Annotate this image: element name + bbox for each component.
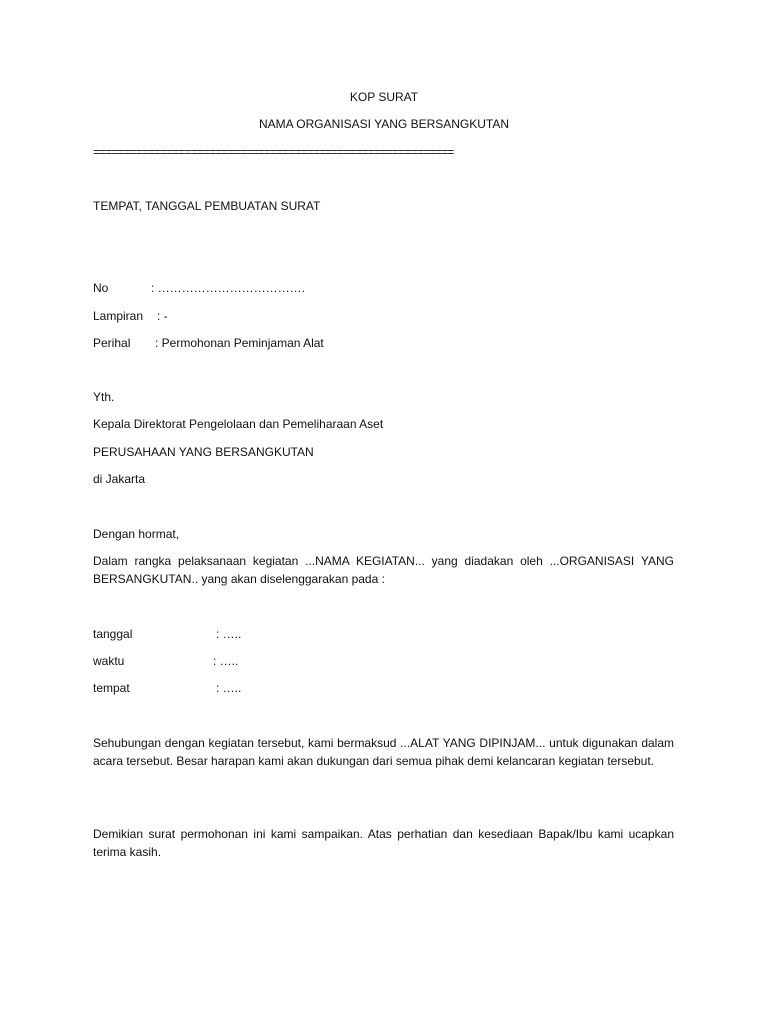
- header-divider: ===========================================================: [93, 145, 454, 159]
- meta-no-value: : ……………………………….: [151, 281, 306, 295]
- event-place-value: : …..: [216, 681, 242, 695]
- paragraph-closing: Demikian surat permohonan ini kami sampaikan. Atas perhatian dan kesediaan Bapak/Ibu kami ucapkan terima kasih.: [93, 827, 674, 859]
- recipient-title: Kepala Direktorat Pengelolaan dan Pemeliharaan Aset: [93, 417, 384, 431]
- meta-no-label: No: [93, 281, 109, 295]
- meta-perihal-label: Perihal: [93, 336, 131, 350]
- meta-lampiran-value: : -: [157, 309, 168, 323]
- organization-name: NAMA ORGANISASI YANG BERSANGKUTAN: [258, 117, 510, 131]
- paragraph-request: Sehubungan dengan kegiatan tersebut, kami bermaksud ...ALAT YANG DIPINJAM... untuk digunakan dalam acara tersebut. Besar harapan kami akan dukungan dari semua pihak demi kelancaran kegiatan tersebut.: [93, 736, 674, 768]
- letterhead-title: KOP SURAT: [349, 90, 419, 104]
- paragraph-intro: Dalam rangka pelaksanaan kegiatan ...NAMA KEGIATAN... yang diadakan oleh ...ORGANISASI YANG BERSANGKUTAN.. yang akan diselenggarakan pada :: [93, 554, 674, 586]
- meta-lampiran-label: Lampiran: [93, 309, 144, 323]
- event-date-label: tanggal: [93, 627, 133, 641]
- event-place-label: tempat: [93, 681, 130, 695]
- meta-perihal-value: : Permohonan Peminjaman Alat: [155, 336, 324, 350]
- greeting: Dengan hormat,: [93, 527, 180, 541]
- recipient-city: di Jakarta: [93, 472, 146, 486]
- place-date: TEMPAT, TANGGAL PEMBUATAN SURAT: [93, 199, 321, 213]
- recipient-yth: Yth.: [93, 390, 115, 404]
- event-date-value: : …..: [216, 627, 242, 641]
- event-time-label: waktu: [93, 654, 125, 668]
- recipient-company: PERUSAHAAN YANG BERSANGKUTAN: [93, 445, 314, 459]
- event-time-value: : …..: [213, 654, 239, 668]
